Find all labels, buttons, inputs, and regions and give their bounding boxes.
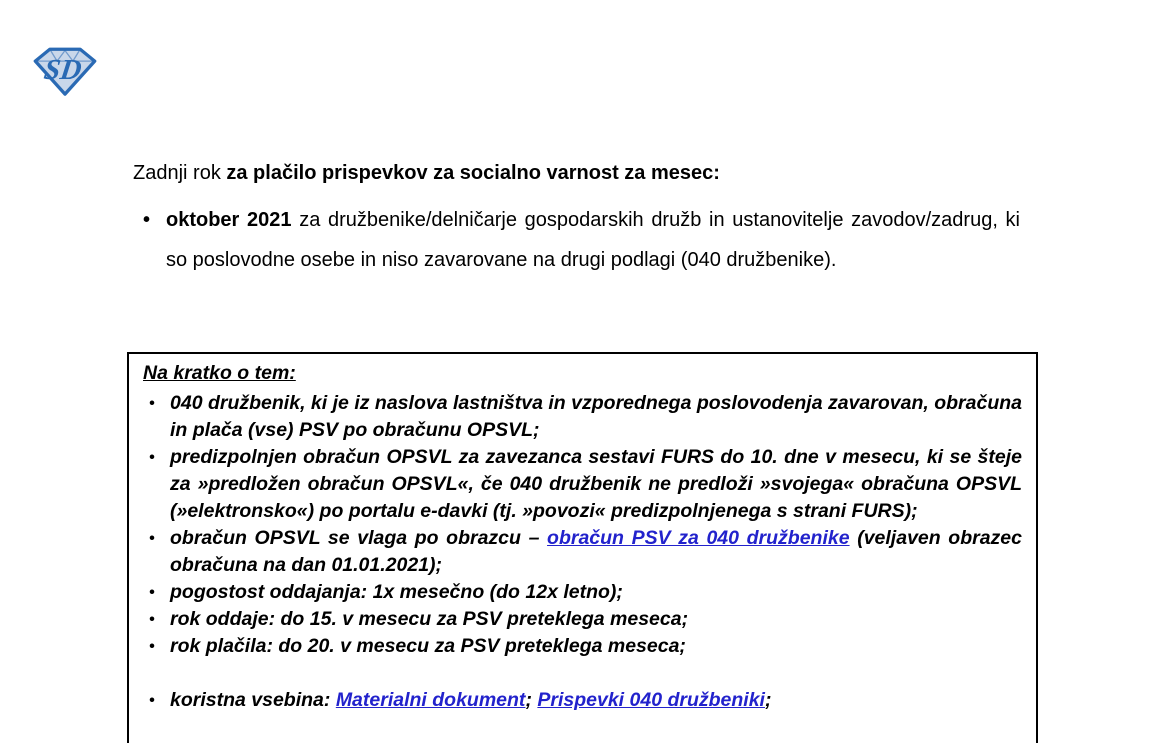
list-item-text: 040 družbenik, ki je iz naslova lastništva in vzporednega poslovodenja zavarovan, obračuna in plača (vse) PSV po obračunu OPSVL;	[170, 392, 1022, 441]
summary-box-title: Na kratko o tem:	[143, 362, 296, 384]
link-obracun-psv-040[interactable]: obračun PSV za 040 družbenike	[547, 527, 850, 549]
list-item-text: ;	[525, 689, 538, 711]
list-item-text: koristna vsebina:	[170, 689, 336, 711]
list-item-psv-obracun	[141, 390, 1022, 444]
bullet-icon: •	[149, 584, 155, 601]
bullet-icon: •	[149, 395, 155, 412]
list-item-rok-placila	[141, 633, 1022, 660]
list-item-text: obračun OPSVL se vlaga po obrazcu –	[170, 527, 548, 549]
heading-bold-text: za plačilo prispevkov za socialno varnost za mesec:	[226, 162, 720, 184]
list-item-koristna-vsebina	[141, 687, 1022, 714]
list-item-text: (veljaven obrazec obračuna na dan 01.01.2021);	[170, 527, 1022, 576]
summary-box	[127, 352, 1038, 743]
bullet-icon: •	[149, 530, 155, 547]
deadline-description: za družbenike/delničarje gospodarskih družb in ustanovitelje zavodov/zadrug, ki so poslovodne osebe in niso zavarovane na drugi podlagi (040 družbenike).	[166, 209, 1020, 271]
list-item-text: rok oddaje: do 15. v mesecu za PSV preteklega meseca;	[170, 608, 689, 630]
deadline-list-item	[133, 200, 1020, 280]
list-item-text: predizpolnjen obračun OPSVL za zavezanca sestavi FURS do 10. dne v mesecu, ki se šteje za »predložen obračun OPSVL«, če 040 družbenik ne predloži »svojega« obračuna OPSVL (»elektronsko«) po portalu e-davki (tj. »povozi« predizpolnjenega s strani FURS);	[170, 446, 1022, 522]
bullet-icon: •	[149, 611, 155, 628]
bullet-icon: •	[143, 209, 151, 231]
list-item-rok-oddaje	[141, 606, 1022, 633]
list-item-obrazec	[141, 525, 1022, 579]
link-prispevki-040-druzbeniki[interactable]: Prispevki 040 družbeniki	[537, 689, 765, 711]
list-item-text: ;	[764, 689, 772, 711]
link-materialni-dokument[interactable]: Materialni dokument	[335, 689, 526, 711]
list-item-pogostost	[141, 579, 1022, 606]
bullet-icon: •	[149, 638, 155, 655]
heading-regular-text: Zadnji rok	[133, 162, 227, 184]
list-item-text: rok plačila: do 20. v mesecu za PSV preteklega meseca;	[170, 635, 686, 657]
sd-diamond-logo	[32, 44, 98, 98]
bullet-icon: •	[149, 692, 155, 709]
deadline-month: oktober 2021	[166, 209, 292, 231]
logo-letters: SD	[42, 54, 84, 86]
list-item-text: pogostost oddajanja: 1x mesečno (do 12x letno);	[170, 581, 623, 603]
list-item-predizpolnjen	[141, 444, 1022, 525]
deadline-heading	[133, 161, 1023, 185]
bullet-icon: •	[149, 449, 155, 466]
